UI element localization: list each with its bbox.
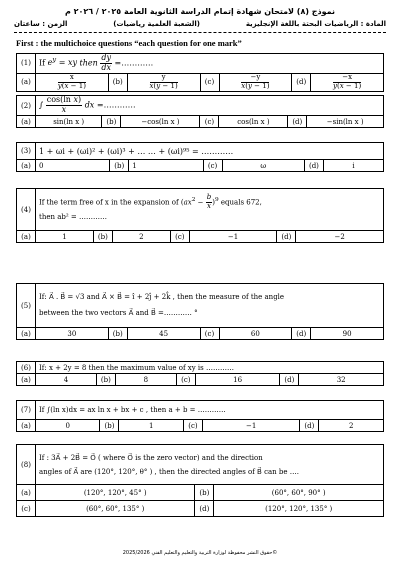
question-number: (1): [17, 54, 36, 74]
question-stem: If ∫(ln x)dx = ax ln x + bx + c , then a + b = …………: [36, 401, 384, 420]
choice-d-label: (d): [288, 116, 307, 128]
choice-a-label: (a): [17, 231, 36, 243]
choice-a-label: (a): [17, 160, 36, 172]
choice-a[interactable]: 30: [36, 328, 109, 340]
choice-b[interactable]: −cos(ln x ): [121, 116, 200, 128]
choice-b[interactable]: 45: [127, 328, 200, 340]
question-number: (7): [17, 401, 36, 420]
time-label: الزمن : ساعتان: [14, 20, 68, 28]
choice-b-label: (b): [108, 73, 127, 91]
choice-d[interactable]: −2: [296, 231, 384, 243]
choice-b[interactable]: 8: [115, 374, 176, 386]
header-divider: [14, 32, 386, 33]
choice-c-label: (c): [200, 73, 219, 91]
choice-d-label: (d): [195, 501, 214, 517]
choice-d[interactable]: $\frac{-x}{y(x - 1)}$: [311, 73, 384, 91]
choice-d-label: (d): [277, 231, 296, 243]
choice-a-label: (a): [17, 73, 36, 91]
choice-d[interactable]: 2: [319, 420, 384, 432]
choice-a-label: (a): [17, 328, 36, 340]
choice-c-label: (c): [200, 328, 219, 340]
choice-c-label: (c): [176, 374, 195, 386]
choice-c-label: (c): [17, 501, 36, 517]
choice-a[interactable]: 1: [36, 231, 94, 243]
question-number: (3): [17, 143, 36, 160]
question-number: (5): [17, 284, 36, 328]
question-4: [16, 188, 384, 243]
choice-a[interactable]: 0: [36, 160, 110, 172]
choice-c-label: (c): [170, 231, 189, 243]
choice-d-label: (d): [292, 328, 311, 340]
choice-d[interactable]: 32: [299, 374, 384, 386]
choice-a[interactable]: 0: [36, 420, 100, 432]
exam-subheader: [14, 20, 386, 28]
choice-d-label: (d): [300, 420, 319, 432]
choice-c[interactable]: cos(ln x ): [219, 116, 288, 128]
choice-a-label: (a): [17, 374, 36, 386]
question-stem: If : 3A⃗ + 2B⃗ = O⃗ ( where O⃗ is the zero vector) and the direction angles of A⃗ are (120°, 120°, θ° ) , then the directed angles of B⃗ can be ….: [36, 445, 384, 485]
choice-d[interactable]: (120°, 120°, 135° ): [214, 501, 384, 517]
choice-a-label: (a): [17, 485, 36, 501]
choice-b-label: (b): [108, 328, 127, 340]
choice-b-label: (b): [93, 231, 112, 243]
choice-b-label: (b): [102, 116, 121, 128]
choice-c[interactable]: 16: [195, 374, 280, 386]
choice-b[interactable]: 2: [112, 231, 170, 243]
choice-a[interactable]: (120°, 120°, 45° ): [36, 485, 195, 501]
choice-b-label: (b): [195, 485, 214, 501]
question-8: [16, 444, 384, 517]
question-number: (8): [17, 445, 36, 485]
question-3: [16, 142, 384, 172]
choice-c[interactable]: (60°, 60°, 135° ): [36, 501, 195, 517]
question-stem: If the term free of x in the expansion of ($ax^2$ − $\frac{b}{x}$ )$^9$ equals 672, then ab² = …………: [36, 189, 384, 231]
question-number: (6): [17, 362, 36, 374]
question-number: (2): [17, 96, 36, 116]
choice-c[interactable]: 60: [219, 328, 292, 340]
division-label: (الشعبة العلمية رياضيات): [113, 20, 200, 28]
question-7: [16, 400, 384, 432]
choice-b[interactable]: (60°, 60°, 90° ): [214, 485, 384, 501]
question-stem: If $e^y$ = xy then $\frac{dy}{dx}$ =…………: [36, 54, 384, 74]
section-title: First : the multichoice questions “each question for one mark”: [16, 38, 242, 48]
subject-label: المادة : الرياضيات البحتة باللغة الإنجليزية: [245, 20, 386, 28]
question-stem: 1 + ωi + (ωi)² + (ωi)³ + … … + (ωi)⁹⁵ = …………: [36, 143, 384, 160]
choice-b[interactable]: 1: [119, 420, 183, 432]
question-stem: If: A⃗ . B⃗ = √3 and A⃗ × B⃗ = î + 2ĵ + 2k̂ , then the measure of the angle between the two vectors A⃗ and B⃗ =………… °: [36, 284, 384, 328]
choice-b-label: (b): [110, 160, 129, 172]
choice-a-label: (a): [17, 116, 36, 128]
choice-d[interactable]: −sin(ln x ): [307, 116, 384, 128]
choice-d[interactable]: 90: [311, 328, 384, 340]
choice-c[interactable]: −1: [189, 231, 277, 243]
choice-d-label: (d): [280, 374, 299, 386]
choice-a-label: (a): [17, 420, 36, 432]
question-6: [16, 361, 384, 386]
choice-b-label: (b): [96, 374, 115, 386]
choice-c-label: (c): [183, 420, 202, 432]
choice-a[interactable]: 4: [36, 374, 97, 386]
choice-d-label: (d): [304, 160, 323, 172]
choice-a[interactable]: sin(ln x ): [36, 116, 102, 128]
choice-b[interactable]: $\frac{y}{x(y - 1)}$: [127, 73, 200, 91]
choice-d[interactable]: i: [323, 160, 383, 172]
choice-c[interactable]: ω: [222, 160, 304, 172]
choice-b-label: (b): [100, 420, 119, 432]
question-5: [16, 283, 384, 340]
copyright-footer: حقوق النشر محفوظة لوزارة التربية والتعليم والتعليم الفني 2025/2026©: [122, 550, 278, 556]
choice-c-label: (c): [203, 160, 222, 172]
choice-d-label: (d): [292, 73, 311, 91]
choice-c[interactable]: −1: [202, 420, 299, 432]
question-1: [16, 53, 384, 92]
question-number: (4): [17, 189, 36, 231]
choice-a[interactable]: $\frac{x}{y(x - 1)}$: [36, 73, 109, 91]
choice-c-label: (c): [200, 116, 219, 128]
exam-title: نموذج (٨) لامتحان شهادة إتمام الدراسة الثانوية العامة ٢٠٢٥ / ٢٠٢٦ م: [64, 7, 336, 16]
question-2: [16, 95, 384, 128]
question-stem: If: x + 2y = 8 then the maximum value of xy is …………: [36, 362, 384, 374]
choice-b[interactable]: 1: [129, 160, 203, 172]
question-stem: ∫ $\frac{\text{cos(ln x)}}{x}$ dx =…………: [36, 96, 384, 116]
choice-c[interactable]: $\frac{-y}{x(y - 1)}$: [219, 73, 292, 91]
